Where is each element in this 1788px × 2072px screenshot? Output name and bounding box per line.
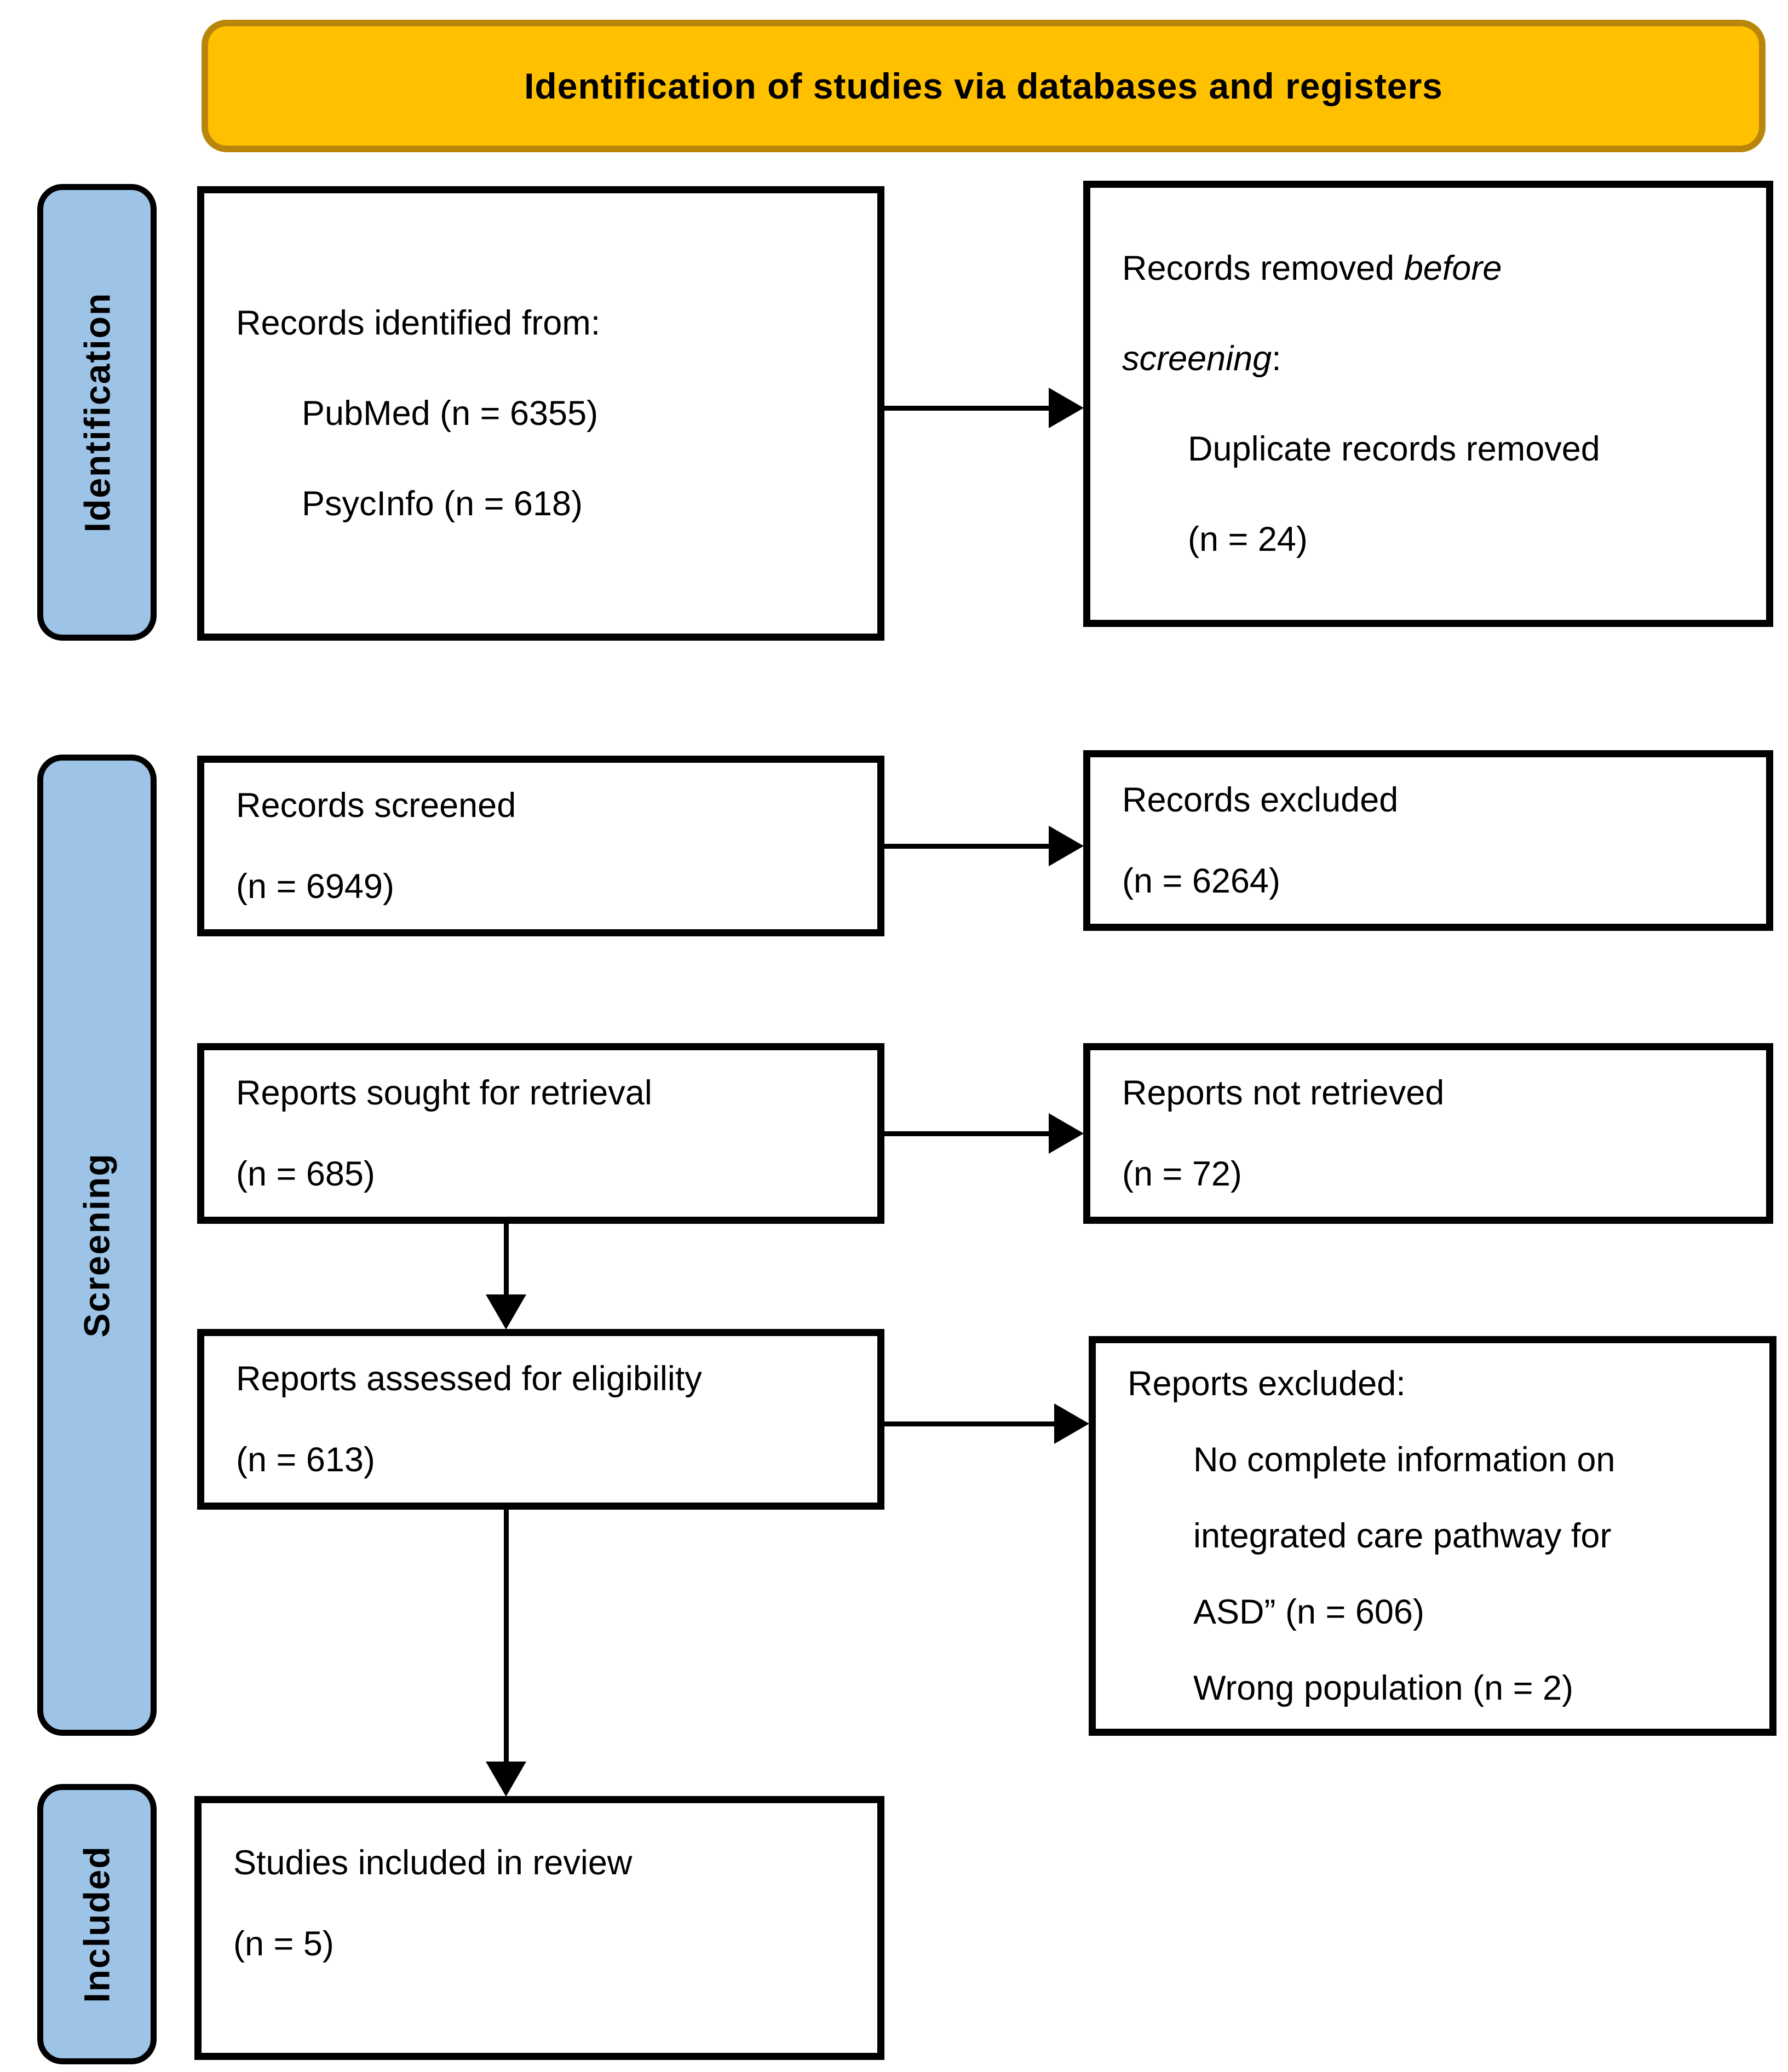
stage-label-identification: Identification (77, 292, 118, 533)
text-line: screening: (1122, 339, 1281, 378)
text-line: (n = 685) (236, 1155, 375, 1193)
stage-bar-included (37, 1784, 157, 2064)
text-line: (n = 6264) (1122, 862, 1280, 900)
flow-box-reports-sought-for-retrieval (197, 1043, 884, 1224)
text-line: Reports sought for retrieval (236, 1074, 652, 1112)
flow-box-records-screened (197, 756, 884, 936)
text-line: (n = 24) (1188, 520, 1308, 559)
text-line: Studies included in review (233, 1844, 633, 1882)
text-line: (n = 5) (233, 1925, 334, 1963)
text-line: Records excluded (1122, 781, 1399, 819)
text-line: ASD” (n = 606) (1193, 1592, 1424, 1631)
text-line: Records removed before (1122, 249, 1502, 287)
stage-label-included: Included (77, 1845, 118, 2003)
text-line: No complete information on (1193, 1440, 1615, 1479)
flow-box-reports-assessed-for-eligibility (197, 1329, 884, 1510)
text-line: PubMed (n = 6355) (302, 394, 599, 433)
text-line: (n = 613) (236, 1441, 375, 1479)
text-line: PsycInfo (n = 618) (302, 484, 583, 523)
banner (202, 20, 1766, 152)
stage-bar-screening (37, 755, 157, 1736)
flow-box-reports-not-retrieved (1083, 1043, 1773, 1224)
stage-bar-identification (37, 184, 157, 641)
text-line: Duplicate records removed (1188, 429, 1600, 468)
text-line: (n = 72) (1122, 1155, 1242, 1193)
text-line: (n = 6949) (236, 867, 394, 906)
flow-box-records-excluded (1083, 750, 1773, 931)
flow-box-records-identified (197, 186, 884, 641)
text-line: Reports excluded: (1128, 1364, 1406, 1403)
text-line: Wrong population (n = 2) (1193, 1668, 1574, 1707)
text-line: Records identified from: (236, 303, 601, 342)
text-line: integrated care pathway for (1193, 1516, 1612, 1555)
text-line: Records screened (236, 786, 516, 825)
flow-box-studies-included-in-review (194, 1796, 884, 2060)
text-line: Reports assessed for eligibility (236, 1360, 702, 1398)
banner-title: Identification of studies via databases and registers (524, 66, 1443, 106)
stage-label-screening: Screening (77, 1153, 118, 1338)
text-line: Reports not retrieved (1122, 1074, 1445, 1112)
flow-box-reports-excluded (1089, 1336, 1776, 1736)
flow-box-records-removed-before-screening (1083, 181, 1773, 627)
